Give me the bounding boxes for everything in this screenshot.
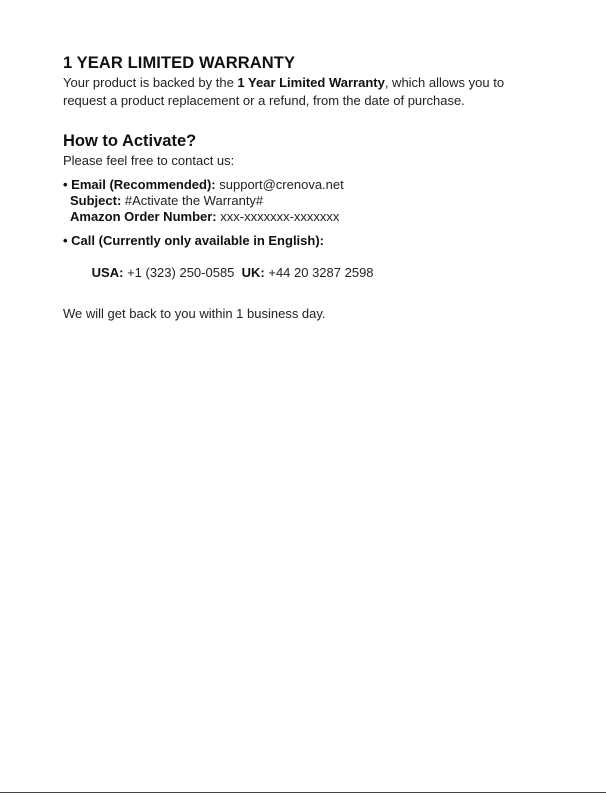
warranty-line1-pre: Your product is backed by the — [63, 75, 238, 90]
bottom-divider — [0, 792, 606, 793]
activate-title: How to Activate? — [63, 132, 197, 150]
warranty-line1-bold: 1 Year Limited Warranty — [237, 75, 385, 90]
subject-line — [63, 193, 563, 209]
usa-phone: +1 (323) 250-0585 — [123, 265, 242, 280]
email-line — [63, 177, 563, 193]
uk-phone: +44 20 3287 2598 — [264, 265, 374, 280]
activate-intro: Please feel free to contact us: — [63, 153, 235, 168]
phone-line — [63, 249, 563, 297]
email-label: • Email (Recommended): — [63, 177, 216, 192]
subject-value: #Activate the Warranty# — [121, 193, 264, 208]
call-label: • Call (Currently only available in English): — [63, 233, 324, 248]
warranty-document — [63, 52, 563, 336]
subject-label: Subject: — [70, 193, 122, 208]
order-number-line — [63, 209, 563, 225]
call-block — [63, 233, 563, 297]
warranty-line1-post: , which allows you to — [384, 75, 505, 90]
call-line — [63, 233, 563, 249]
usa-label: USA: — [91, 265, 124, 280]
order-number-label: Amazon Order Number: — [70, 209, 217, 224]
closing-note: We will get back to you within 1 business day. — [63, 306, 326, 321]
warranty-title: 1 YEAR LIMITED WARRANTY — [63, 54, 296, 72]
uk-label: UK: — [241, 265, 265, 280]
order-number-value: xxx-xxxxxxx-xxxxxxx — [216, 209, 340, 224]
warranty-description — [63, 74, 563, 110]
email-address: support@crenova.net — [215, 177, 344, 192]
email-block — [63, 177, 563, 225]
warranty-line2: request a product replacement or a refund, from the date of purchase. — [63, 93, 465, 108]
